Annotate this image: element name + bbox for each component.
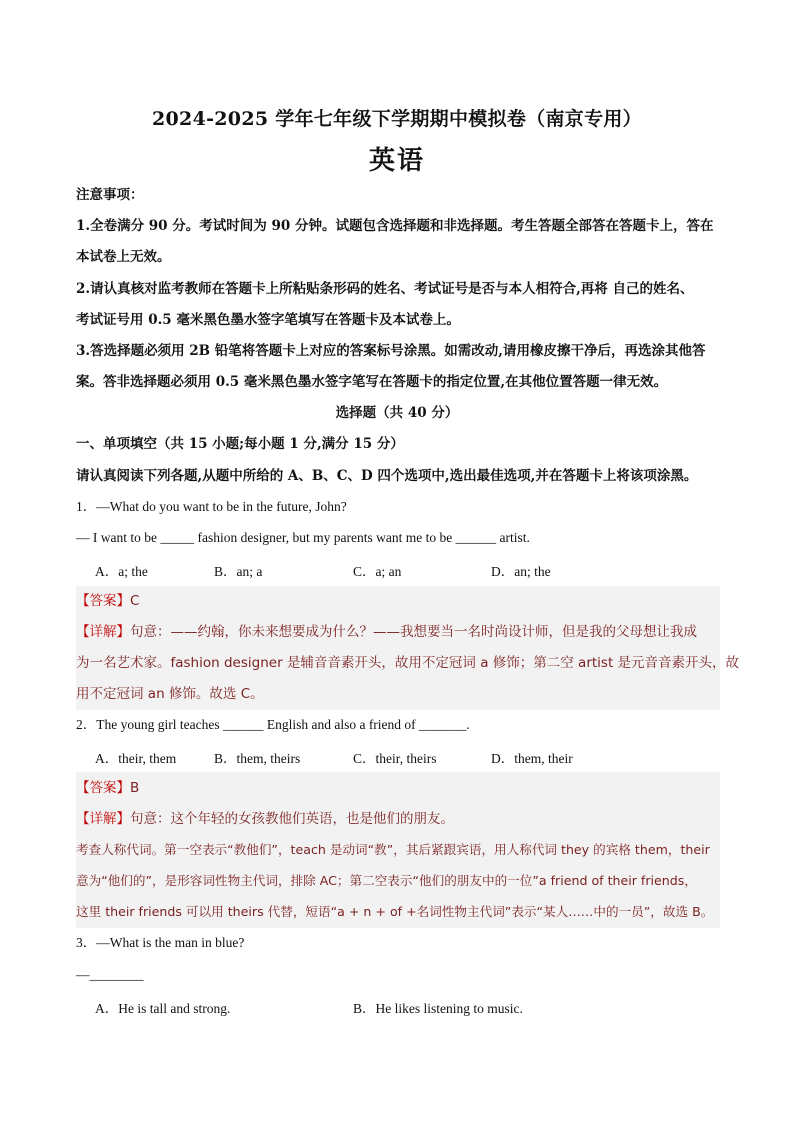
q1-detail-text-1: 句意：——约翰，你未来想要成为什么？——我想要当一名时尚设计师，但是我的父母想让我成	[130, 624, 697, 640]
part-1-heading: 一、单项填空（共 15 小题;每小题 1 分,满分 15 分）	[76, 436, 404, 452]
q3-stem-line-1: 3．—What is the man in blue?	[76, 935, 245, 950]
q1-stem-line-2: — I want to be _____ fashion designer, but my parents want me to be ______ artist.	[76, 530, 530, 545]
notice-item-1-line-2: 本试卷上无效。	[76, 249, 171, 265]
section-title: 选择题（共 40 分）	[335, 405, 459, 421]
q2-detail-text-1: 句意：这个年轻的女孩教他们英语，也是他们的朋友。	[130, 811, 454, 827]
notice-item-1-line-1: 1.全卷满分 90 分。考试时间为 90 分钟。试题包含选择题和非选择题。考生答题全部答在答题卡上，答在	[76, 218, 714, 234]
q1-option-a: A．a; the	[95, 564, 148, 579]
notice-item-3-line-2: 案。答非选择题必须用 0.5 毫米黑色墨水签字笔写在答题卡的指定位置,在其他位置答题一律无效。	[76, 374, 668, 390]
q1-option-b: B．an; a	[214, 564, 263, 579]
q2-option-a: A．their, them	[95, 751, 177, 766]
q2-option-c: C．their, theirs	[353, 751, 437, 766]
q2-answer-value: B	[130, 780, 140, 796]
q3-option-a: A．He is tall and strong.	[95, 1001, 231, 1016]
notice-item-2-line-2: 考试证号用 0.5 毫米黑色墨水签字笔填写在答题卡及本试卷上。	[76, 312, 460, 328]
q2-option-b: B．them, theirs	[214, 751, 301, 766]
q3-stem-line-2: —________	[76, 967, 144, 982]
q1-detail-line-3: 用不定冠词 an 修饰。故选 C。	[76, 686, 264, 702]
q2-option-d: D．them, their	[491, 751, 573, 766]
notice-heading: 注意事项：	[76, 187, 144, 203]
q2-answer-line	[76, 778, 726, 798]
q1-option-c: C．a; an	[353, 564, 402, 579]
q1-detail-line-2: 为一名艺术家。fashion designer 是辅音音素开头，故用不定冠词 a 修饰；第二空 artist 是元音音素开头，故	[76, 655, 740, 671]
q1-answer-line	[76, 591, 726, 611]
q2-detail-line-1	[76, 809, 726, 829]
q2-detail-line-4: 这里 their friends 可以用 theirs 代替，短语“a + n + of +名词性物主代词”表示“某人……中的一员”，故选 B。	[76, 904, 714, 919]
part-1-instruction: 请认真阅读下列各题,从题中所给的 A、B、C、D 四个选项中,选出最佳选项,并在答题卡上将该项涂黑。	[76, 468, 698, 484]
q2-stem: 2．The young girl teaches ______ English and also a friend of _______.	[76, 717, 470, 732]
q1-detail-line-1	[76, 622, 726, 642]
q1-detail-label: 【详解】	[76, 624, 130, 640]
notice-item-2-line-1: 2.请认真核对监考教师在答题卡上所粘贴条形码的姓名、考试证号是否与本人相符合,再将 自己的姓名、	[76, 281, 694, 297]
q2-answer-label: 【答案】	[76, 780, 130, 796]
q2-detail-line-2: 考查人称代词。第一空表示“教他们”，teach 是动词“教”，其后紧跟宾语，用人称代词 they 的宾格 them，their	[76, 842, 710, 857]
q2-detail-label: 【详解】	[76, 811, 130, 827]
q1-option-d: D．an; the	[491, 564, 551, 579]
q3-option-b: B．He likes listening to music.	[353, 1001, 523, 1016]
exam-title: 2024-2025 学年七年级下学期期中模拟卷（南京专用）	[152, 108, 642, 130]
q2-detail-line-3: 意为“他们的”，是形容词性物主代词，排除 AC；第二空表示“他们的朋友中的一位”a friend of their friends，	[76, 873, 697, 888]
subject-title: 英语	[368, 146, 425, 176]
notice-item-3-line-1: 3.答选择题必须用 2B 铅笔将答题卡上对应的答案标号涂黑。如需改动,请用橡皮擦干净后，再选涂其他答	[76, 343, 706, 359]
q1-answer-label: 【答案】	[76, 593, 130, 609]
q1-stem-line-1: 1．—What do you want to be in the future, John?	[76, 499, 347, 514]
q1-answer-value: C	[130, 593, 140, 609]
